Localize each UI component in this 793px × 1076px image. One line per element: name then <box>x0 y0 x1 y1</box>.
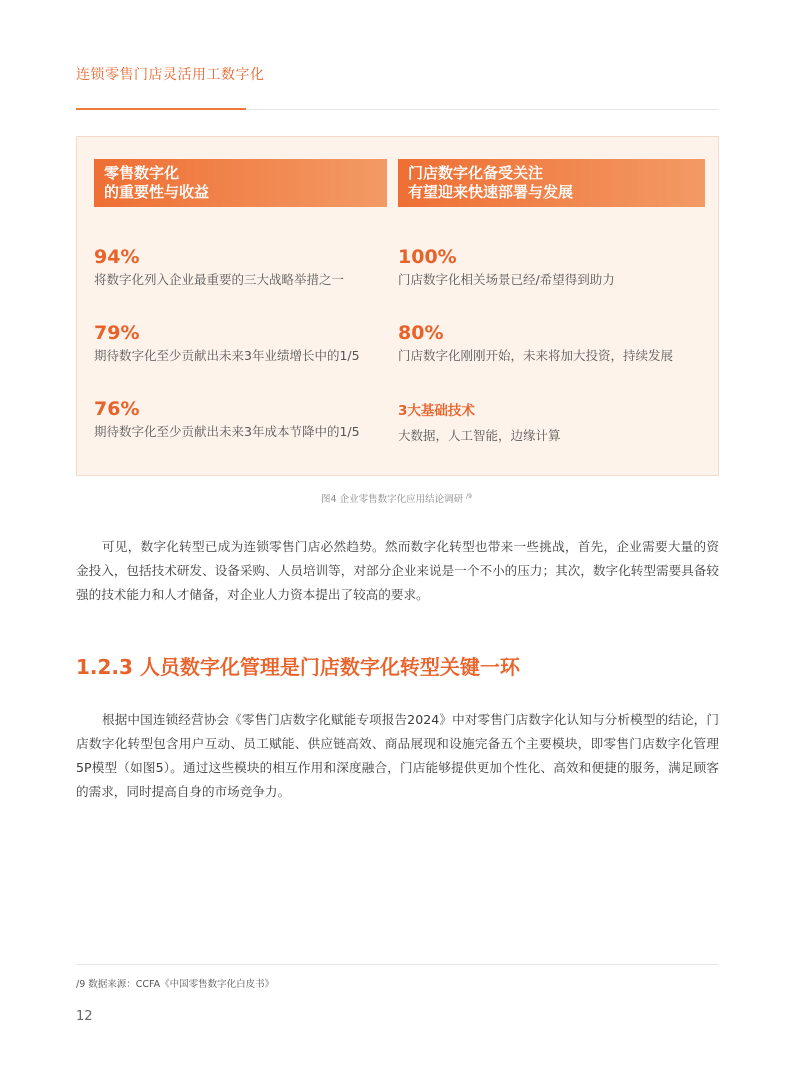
left-heading-line-2: 的重要性与收益 <box>104 183 210 201</box>
stat-value: 100% <box>398 246 457 268</box>
right-heading-line-1: 门店数字化备受关注 <box>408 164 544 182</box>
figure-caption <box>0 491 793 505</box>
stat-value: 79% <box>94 322 140 344</box>
footnote: /9 数据来源：CCFA《中国零售数字化白皮书》 <box>76 979 275 990</box>
stat-description: 大数据，人工智能，边缘计算 <box>398 428 561 443</box>
caption-footnote-ref: /9 <box>466 492 472 500</box>
stat-right-3 <box>398 398 561 444</box>
body-paragraph-2: 根据中国连锁经营协会《零售门店数字化赋能专项报告2024》中对零售门店数字化认知与分析模型的结论，门店数字化转型包含用户互动、员工赋能、供应链高效、商品展现和设施完备五个主要模块，即零售门店数字化管理5P模型（如图5）。通过这些模块的相互作用和深度融合，门店能够提供更加个性化、高效和便捷的服务，满足顾客的需求，同时提高自身的市场竞争力。 <box>76 712 719 799</box>
footnote-divider <box>76 964 718 965</box>
right-column-heading <box>398 159 705 207</box>
header-accent-bar <box>76 108 246 110</box>
stat-description: 门店数字化刚刚开始，未来将加大投资，持续发展 <box>398 348 674 363</box>
stat-value: 94% <box>94 246 140 268</box>
stat-right-2 <box>398 322 673 364</box>
stat-description: 门店数字化相关场景已经/希望得到助力 <box>398 272 615 287</box>
section-heading: 1.2.3 人员数字化管理是门店数字化转型关键一环 <box>76 655 520 679</box>
stat-description: 期待数字化至少贡献出未来3年成本节降中的1/5 <box>94 424 360 439</box>
right-heading-line-2: 有望迎来快速部署与发展 <box>408 183 574 201</box>
body-paragraph-1: 可见，数字化转型已成为连锁零售门店必然趋势。然而数字化转型也带来一些挑战，首先，企业需要大量的资金投入，包括技术研发、设备采购、人员培训等，对部分企业来说是一个不小的压力；其次，数字化转型需要具备较强的技术能力和人才储备，对企业人力资本提出了较高的要求。 <box>76 539 719 602</box>
page-number: 12 <box>76 1009 93 1024</box>
stat-description: 将数字化列入企业最重要的三大战略举措之一 <box>94 272 345 287</box>
left-column-heading <box>94 159 387 207</box>
running-header: 连锁零售门店灵活用工数字化 <box>76 67 265 83</box>
stat-value: 76% <box>94 398 140 420</box>
stat-right-1 <box>398 246 615 288</box>
caption-text: 图4 企业零售数字化应用结论调研 <box>321 494 464 505</box>
stat-left-1 <box>94 246 344 288</box>
stat-value: 80% <box>398 322 444 344</box>
stat-left-2 <box>94 322 360 364</box>
stat-left-3 <box>94 398 360 440</box>
left-heading-line-1: 零售数字化 <box>104 164 180 182</box>
stat-value: 3大基础技术 <box>398 403 475 419</box>
stat-description: 期待数字化至少贡献出未来3年业绩增长中的1/5 <box>94 348 360 363</box>
